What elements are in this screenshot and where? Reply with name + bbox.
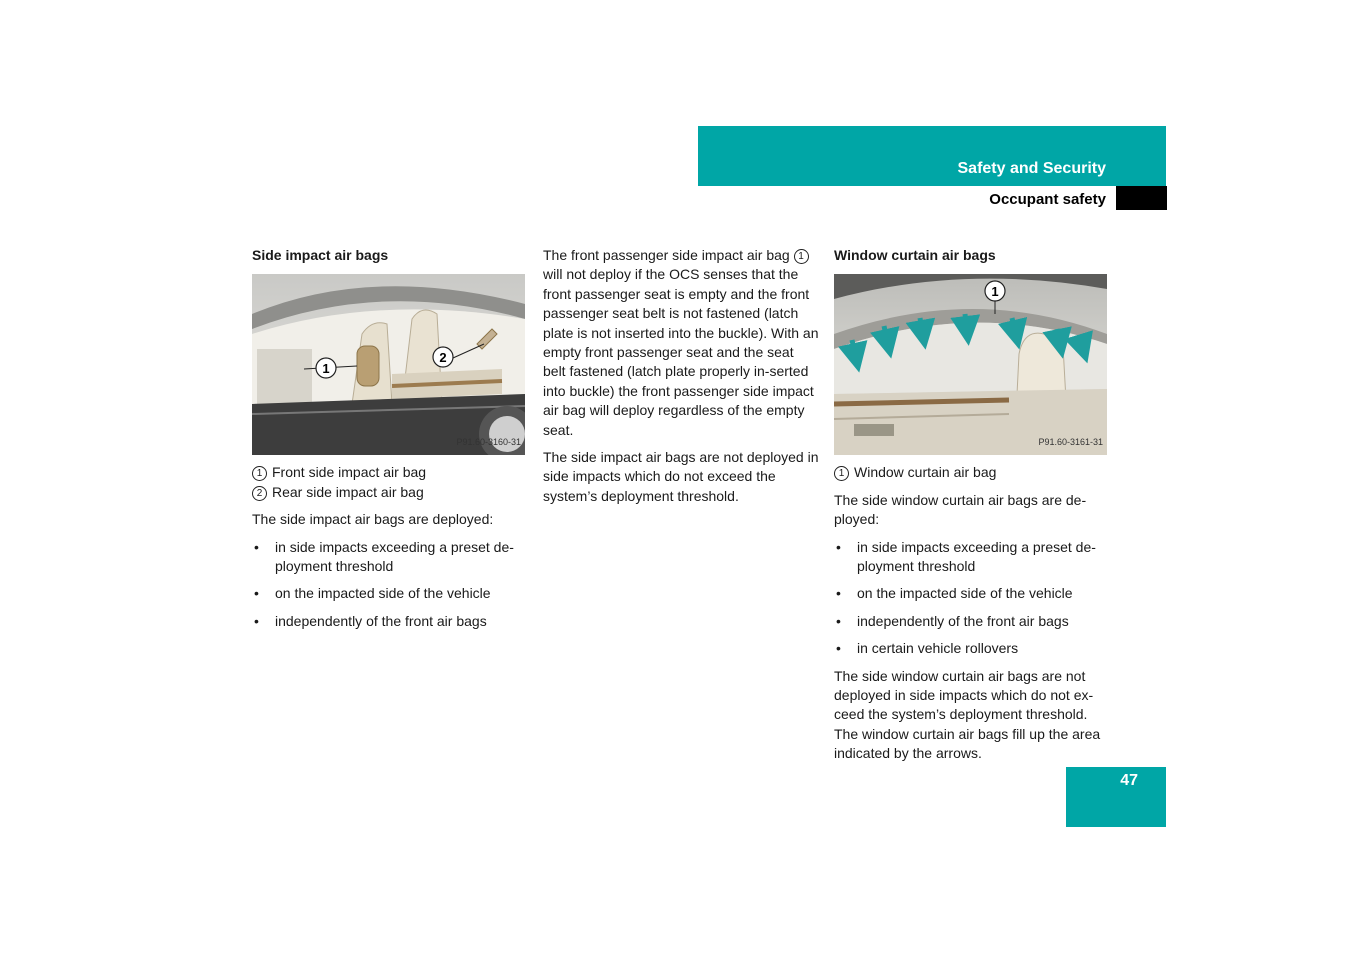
curtain-closing-paragraph: The side window curtain air bags are not deployed in side impacts which do not ex-ceed the system’s deployment threshold. The window curtain air bags fill up the area indicated by the arrows. — [834, 667, 1101, 762]
right-column — [834, 246, 1107, 772]
figure-legend — [834, 463, 1107, 482]
list-item: • in side impacts exceeding a preset de-ployment threshold — [252, 538, 525, 577]
figure-callout-2: 2 — [439, 350, 447, 366]
curtain-deploy-intro: The side window curtain air bags are de-ployed: — [834, 491, 1087, 528]
list-item: • independently of the front air bags — [834, 612, 1107, 631]
page-number-box — [1066, 767, 1166, 827]
legend-number: 1 — [252, 466, 267, 481]
figure-legend — [252, 463, 525, 502]
list-item: • in certain vehicle rollovers — [834, 639, 1107, 658]
figure-code: P91.60-3161-31 — [1038, 437, 1103, 447]
left-column — [252, 246, 525, 639]
car-interior-illustration — [252, 274, 525, 455]
legend-number: 2 — [252, 486, 267, 501]
deploy-conditions-list — [252, 538, 525, 632]
legend-number: 1 — [834, 466, 849, 481]
middle-column — [543, 246, 819, 514]
curtain-airbag-figure — [834, 274, 1107, 455]
side-airbag-figure — [252, 274, 525, 455]
page-number: 47 — [1120, 772, 1138, 789]
subsection-title: Occupant safety — [989, 191, 1106, 208]
legend-item — [252, 463, 525, 482]
figure-code: P91.60-3160-31 — [456, 437, 521, 447]
list-item: • independently of the front air bags — [252, 612, 525, 631]
legend-item — [834, 463, 1107, 482]
threshold-paragraph: The side impact air bags are not deployed in side impacts which do not exceed the system’s deployment threshold. — [543, 449, 819, 504]
curtain-conditions-list — [834, 538, 1107, 659]
ocs-paragraph — [543, 246, 819, 440]
ocs-text-after: will not deploy if the OCS senses that the front passenger seat is empty and the front passenger seat belt is not fastened (latch plate is not inserted into the buckle). With an empty front passenger seat and the seat belt fastened (latch plate properly in-serted into buckle) the front passenger side impact air bag will deploy regardless of the empty seat. — [543, 266, 819, 438]
legend-text: Rear side impact air bag — [272, 483, 424, 500]
section-title: Safety and Security — [957, 160, 1106, 177]
list-item: • in side impacts exceeding a preset de-ployment threshold — [834, 538, 1107, 577]
legend-text: Window curtain air bag — [854, 464, 997, 481]
deploy-intro: The side impact air bags are deployed: — [252, 511, 494, 528]
subsection-marker — [1116, 186, 1167, 210]
list-item: • on the impacted side of the vehicle — [252, 584, 525, 603]
side-airbag-heading: Side impact air bags — [252, 247, 389, 263]
curtain-airbag-heading: Window curtain air bags — [834, 247, 996, 263]
ocs-text-before: The front passenger side impact air bag — [543, 247, 794, 263]
window-curtain-illustration — [834, 274, 1107, 455]
list-item: • on the impacted side of the vehicle — [834, 584, 1107, 603]
figure-callout-1: 1 — [322, 361, 330, 377]
legend-text: Front side impact air bag — [272, 464, 427, 481]
inline-callout-1: 1 — [794, 249, 809, 264]
figure-callout-1: 1 — [991, 284, 999, 300]
legend-item — [252, 483, 525, 502]
